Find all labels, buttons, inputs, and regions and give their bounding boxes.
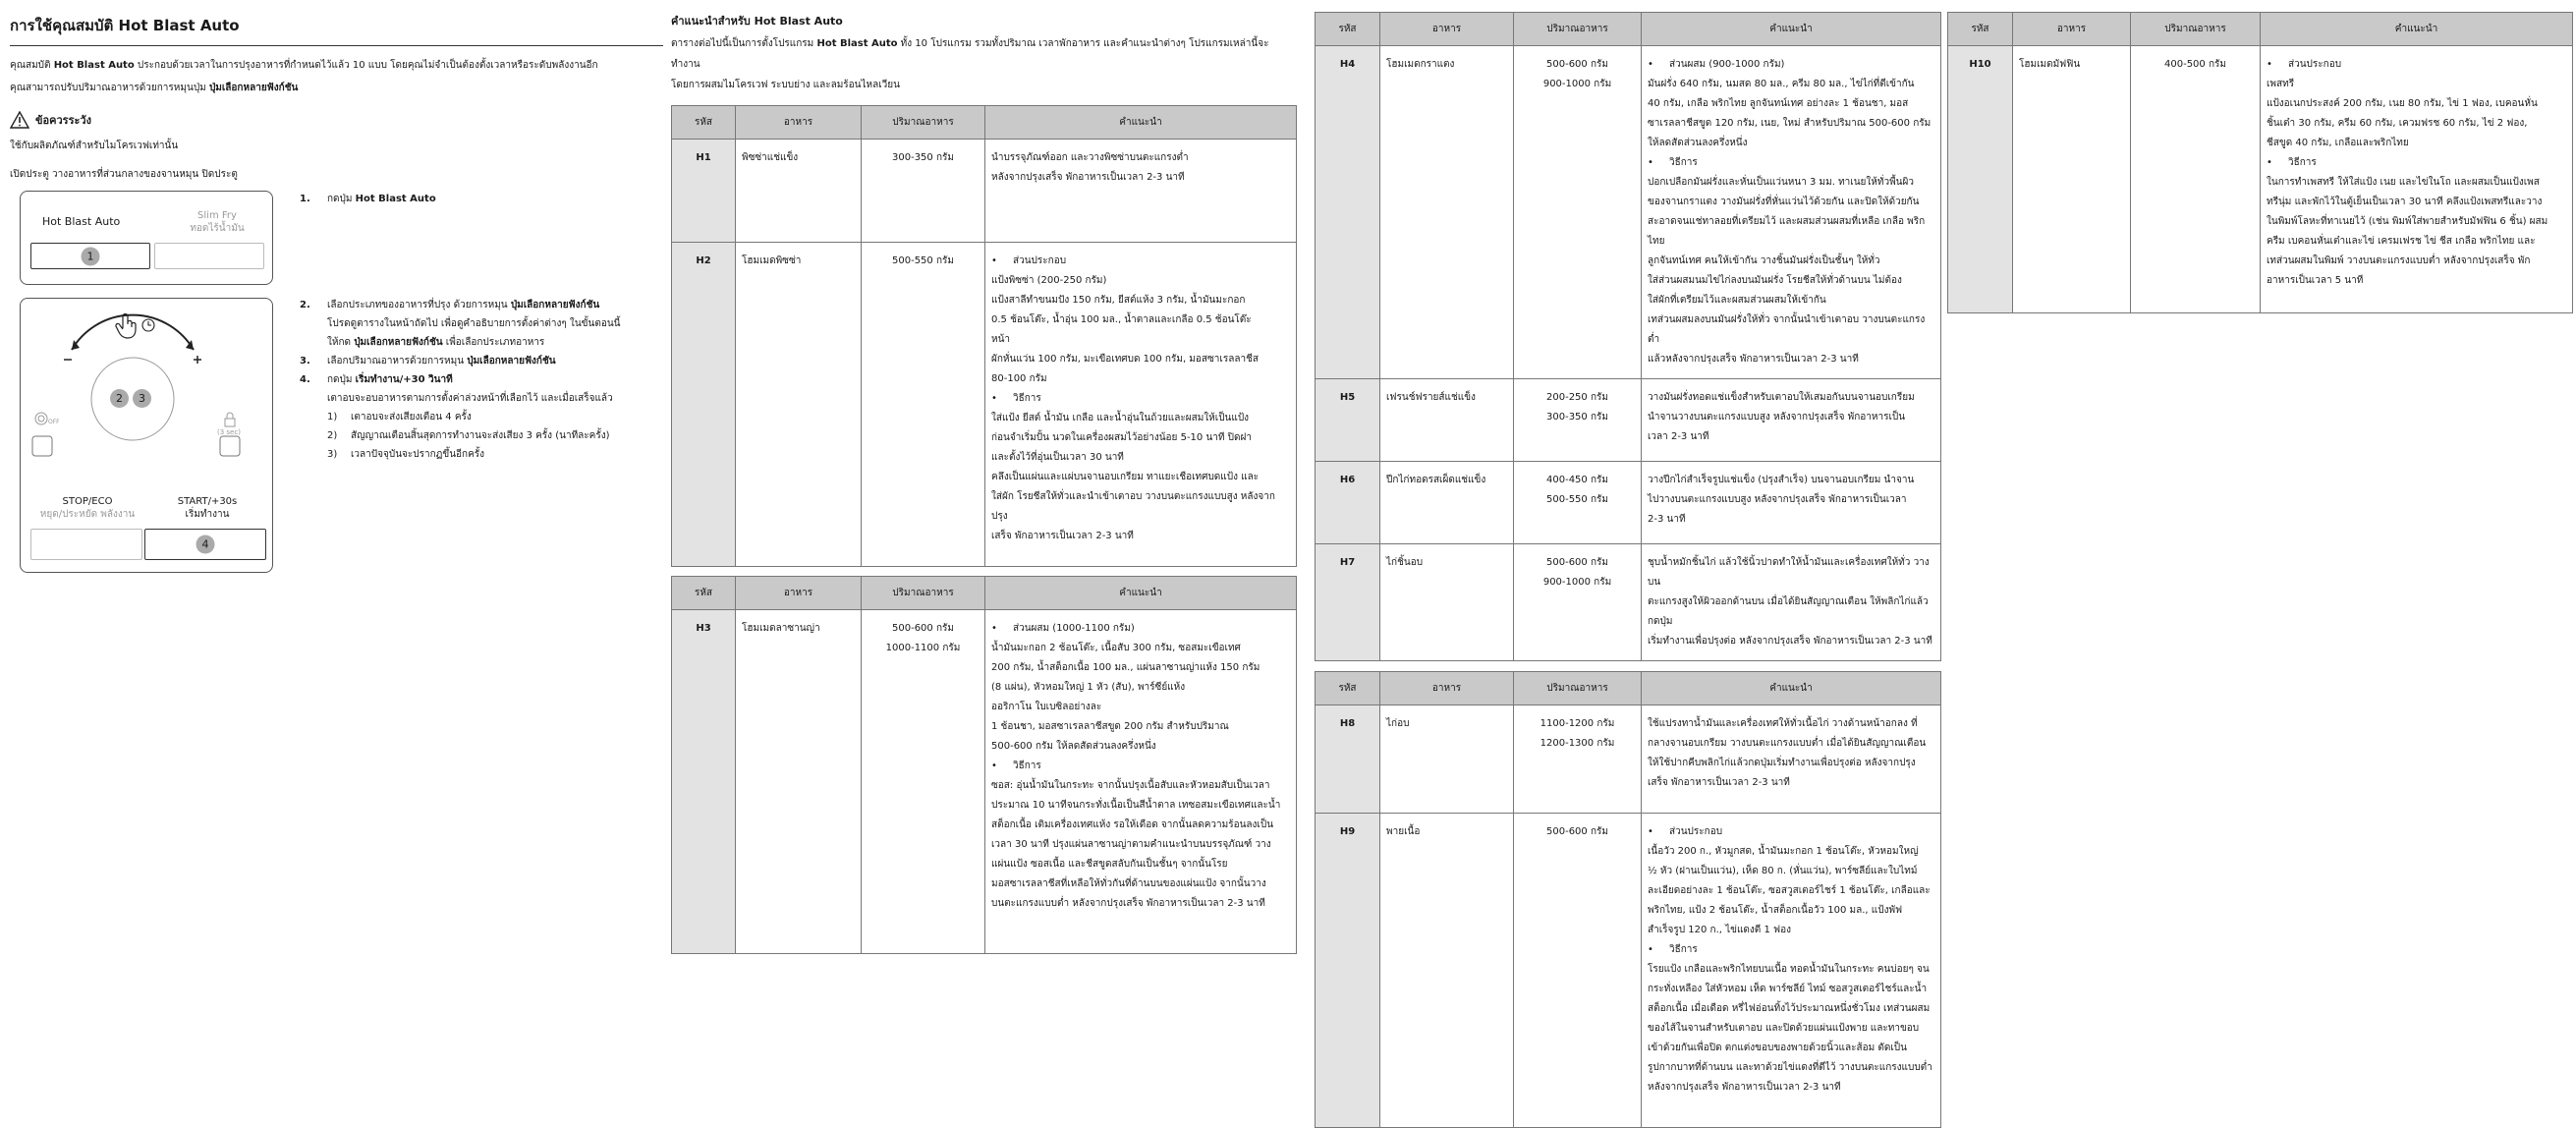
page-title: การใช้คุณสมบัติ Hot Blast Auto (10, 14, 663, 46)
step-1: 1. กดปุ่ม Hot Blast Auto (300, 194, 436, 204)
table-header: รหัส อาหาร ปริมาณอาหาร คำแนะนำ (1316, 13, 1941, 46)
program-table-2 (671, 576, 1297, 954)
table-row: H8 ไก่อบ 1100-1200 กรัม 1200-1300 กรัม ใช้แปรงทาน้ำมันและเครื่องเทศให้ทั่วเนื้อไก่ วางด้านหน้าอกลง ที่ กลางจานอบเกรียม วางบนตะแกรงแบบต่ำ เมื่อได้ยินสัญญาณเตือน ให้ใช้ปากคีบพลิกไก่แล้วกดปุ่มเริ่มทำงานเพื่อปรุงต่อ หลังจากปรุง เสร็จ พักอาหารเป็นเวลา 2-3 นาที (1316, 705, 1941, 814)
control-panel-2 (20, 298, 273, 573)
program-table-1 (671, 105, 1297, 567)
step-marker: 2 (110, 389, 129, 408)
program-table-3 (1315, 12, 1941, 661)
control-panel-1 (20, 191, 273, 285)
table-row: H2 โฮมเมดพิซซ่า 500-550 กรัม • ส่วนประกอบ แป้งพิซซ่า (200-250 กรัม) แป้งสาลีทำขนมปัง 150 กรัม, ยีสต์แห้ง 3 กรัม, น้ำมันมะกอก 0.5 ช้อนโต๊ะ, น้ำอุ่น 100 มล., น้ำตาลและเกลือ 0.5 ช้อนโต๊ะ หน้า ผักหั่นแว่น 100 กรัม, มะเขือเทศบด 100 กรัม, มอสซาเรลลาชีส 80-100 กรัม • วิธีการ ใส่แป้ง ยีสต์ น้ำมัน เกลือ และน้ำอุ่นในถ้วยและผสมให้เป็นแป้ง ก่อนจำเริ่มปั้น นวดในเครื่องผสมไว้อย่างน้อย 5-10 นาที ปิดฝา และตั้งไว้ที่อุ่นเป็นเวลา 30 นาที คลึงเป็นแผ่นและแผ่บนจานอบเกรียม ทาแยะเชือเทศบดแป้ง และ ใส่ผัก โรยชีสให้ทั่วและนำเข้าเตาอบ วางบนตะแกรงแบบสูง หลังจากปรุง เสร็จ พักอาหารเป็นเวลา 2-3 นาที (672, 243, 1297, 567)
off-label: OFF (48, 419, 60, 425)
slim-fry-button[interactable] (154, 243, 264, 269)
open-door-text: เปิดประตู วางอาหารที่ส่วนกลางของจานหมุน ปิดประตู (10, 169, 238, 180)
intro-text: คุณสมบัติ Hot Blast Auto ประกอบด้วยเวลาในการปรุงอาหารที่กำหนดไว้แล้ว 10 แบบ โดยคุณไม่จำเป็นต้องตั้งเวลาหรือระดับพลังงานอีก คุณสามารถปรับปริมาณอาหารด้วยการหมุนปุ่ม ปุ่มเลือกหลายฟังก์ชัน (10, 60, 598, 93)
table-row: H7 ไก่ชิ้นอบ 500-600 กรัม 900-1000 กรัม ชุบน้ำหมักชิ้นไก่ แล้วใช้นิ้วปาดทำให้น้ำมันและเครื่องเทศให้ทั่ว วางบน ตะแกรงสูงให้ผิวออกด้านบน เมื่อได้ยินสัญญาณเตือน ให้พลิกไก่แล้วกดปุ่ม เริ่มทำงานเพื่อปรุงต่อ หลังจากปรุงเสร็จ พักอาหารเป็นเวลา 2-3 นาที (1316, 544, 1941, 661)
hot-blast-auto-label: Hot Blast Auto (42, 215, 121, 228)
lock-seconds-label: (3 sec) (217, 428, 241, 436)
start-button[interactable] (144, 529, 266, 560)
warning-triangle-icon (10, 111, 29, 129)
column-table-5 (1947, 12, 2573, 313)
slim-fry-label: Slim Fry ทอดไร้น้ำมัน (190, 210, 245, 234)
program-table-4 (1315, 671, 1941, 1128)
stop-eco-label: STOP/ECO หยุด/ประหยัด พลังงาน (39, 496, 136, 520)
column-usage (10, 0, 663, 183)
hand-press-icon (116, 314, 136, 339)
caution-text: ใช้กับผลิตภัณฑ์สำหรับไมโครเวฟเท่านั้น (10, 141, 179, 151)
table-header: รหัส อาหาร ปริมาณอาหาร คำแนะนำ (1948, 13, 2573, 46)
guide-title: คำแนะนำสำหรับ Hot Blast Auto (671, 15, 843, 28)
column-guide (671, 0, 1297, 954)
table-row: H5 เฟรนช์ฟรายส์แช่แข็ง 200-250 กรัม 300-350 กรัม วางมันฝรั่งทอดแช่แข็งสำหรับเตาอบให้เสมอกันบนจานอบเกรียม นำจานวางบนตะแกรงแบบสูง หลังจากปรุงเสร็จ พักอาหารเป็น เวลา 2-3 นาที (1316, 379, 1941, 462)
hot-blast-auto-button[interactable] (30, 243, 150, 269)
lock-small-button (220, 436, 240, 456)
table-header: รหัส อาหาร ปริมาณอาหาร คำแนะนำ (1316, 672, 1941, 705)
table-header: รหัส อาหาร ปริมาณอาหาร คำแนะนำ (672, 106, 1297, 140)
table-row: H9 พายเนื้อ 500-600 กรัม • ส่วนประกอบ เนื้อวัว 200 ก., หัวมูกสด, น้ำมันมะกอก 1 ช้อนโต๊ะ, หัวหอมใหญ่ ½ หัว (ฝานเป็นแว่น), เห็ด 80 ก. (หั่นแว่น), พาร์ซลีย์และใบไทม์ ละเอียดอย่างละ 1 ช้อนโต๊ะ, ซอสวูสเตอร์ไชร์ 1 ช้อนโต๊ะ, เกลือและ พริกไทย, แป้ง 2 ช้อนโต๊ะ, น้ำสต็อกเนื้อวัว 100 มล., แป้งพัฟ สำเร็จรูป 120 ก., ไข่แดงตี 1 ฟอง • วิธีการ โรยแป้ง เกลือและพริกไทยบนเนื้อ ทอดน้ำมันในกระทะ คนบ่อยๆ จน กระทั่งเหลือง ใส่หัวหอม เห็ด พาร์ซลีย์ ไทม์ ซอสวูสเตอร์ไชร์และน้ำ สต็อกเนื้อ เมื่อเดือด หรี่ไฟอ่อนทิ้งไว้ประมาณหนึ่งชั่วโมง เทส่วนผสม ของไส้ในจานสำหรับเตาอบ และปิดด้วยแผ่นแป้งพาย และทาขอบ เข้าด้วยกันเพื่อปิด ตกแต่งขอบของพายด้วยนิ้วและส้อม ตัดเป็น รูปกากบาทที่ด้านบน และทาด้วยไข่แดงที่ตีไว้ วางบนตะแกรงแบบต่ำ หลังจากปรุงเสร็จ พักอาหารเป็นเวลา 2-3 นาที (1316, 814, 1941, 1128)
table-row: H3 โฮมเมดลาซานญ่า 500-600 กรัม 1000-1100 กรัม • ส่วนผสม (1000-1100 กรัม) น้ำมันมะกอก 2 ช้อนโต๊ะ, เนื้อสับ 300 กรัม, ซอสมะเขือเทศ 200 กรัม, น้ำสต็อกเนื้อ 100 มล., แผ่นลาซานญ่าแห้ง 150 กรัม (8 แผ่น), หัวหอมใหญ่ 1 หัว (สับ), พาร์ซีย์แห้ง ออริกาโน ใบเบซิลอย่างละ 1 ช้อนชา, มอสซาเรลลาชีสขูด 200 กรัม สำหรับปริมาณ 500-600 กรัม ให้ลดสัดส่วนลงครึ่งหนึ่ง • วิธีการ ซอส: อุ่นน้ำมันในกระทะ จากนั้นปรุงเนื้อสับและหัวหอมสับเป็นเวลา ประมาณ 10 นาทีจนกระทั่งเนื้อเป็นสีน้ำตาล เทซอสมะเขือเทศและน้ำ สต็อกเนื้อ เติมเครื่องเทศแห้ง รอให้เดือด จากนั้นลดความร้อนลงเป็น เวลา 30 นาที ปรุงแผ่นลาซานญ่าตามคำแนะนำบนบรรจุภัณฑ์ วาง แผ่นแป้ง ซอสเนื้อ และชีสขูดสลับกันเป็นชั้นๆ จากนั้นโรย มอสซาเรลลาชีสที่เหลือให้ทั่วกันที่ด้านบนของแผ่นแป้ง จากนั้นวาง บนตะแกรงแบบต่ำ หลังจากปรุงเสร็จ พักอาหารเป็นเวลา 2-3 นาที (672, 610, 1297, 954)
column-table-3 (1315, 12, 1941, 1128)
program-table-5 (1947, 12, 2573, 313)
table-row: H6 ปีกไก่ทอดรสเผ็ดแช่แข็ง 400-450 กรัม 500-550 กรัม วางปีกไก่สำเร็จรูปแช่แข็ง (ปรุงสำเร็จ) บนจานอบเกรียม นำจาน ไปวางบนตะแกรงแบบสูง หลังจากปรุงเสร็จ พักอาหารเป็นเวลา 2-3 นาที (1316, 462, 1941, 544)
stop-eco-button[interactable] (30, 529, 142, 560)
eco-small-button (32, 436, 52, 456)
caution-heading: ข้อควรระวัง (10, 111, 663, 129)
table-row: H1 พิซซ่าแช่แข็ง 300-350 กรัม นำบรรจุภัณฑ์ออก และวางพิซซ่าบนตะแกรงต่ำ หลังจากปรุงเสร็จ พักอาหารเป็นเวลา 2-3 นาที (672, 140, 1297, 243)
start-label: START/+30s เริ่มทำงาน (177, 496, 238, 520)
step-marker: 1 (82, 247, 100, 265)
table-row: H4 โฮมเมดกราแตง 500-600 กรัม 900-1000 กรัม • ส่วนผสม (900-1000 กรัม) มันฝรั่ง 640 กรัม, นมสด 80 มล., ครีม 80 มล., ไข่ไก่ที่ตีเข้ากัน 40 กรัม, เกลือ พริกไทย ลูกจันทน์เทศ อย่างละ 1 ช้อนชา, มอส ซาเรลลาชีสขูด 120 กรัม, เนย, ใหม่ สำหรับปริมาณ 500-600 กรัม ให้ลดสัดส่วนลงครึ่งหนึ่ง • วิธีการ ปอกเปลือกมันฝรั่งและหั่นเป็นแว่นหนา 3 มม. ทาเนยให้ทั่วพื้นผิว ของจานกราแตง วางมันฝรั่งที่หั่นแว่นไว้ด้วยกัน และปิดให้ด้วยกัน สะอาดจนแช่ทาลอยที่เตรียมไว้ และผสมส่วนผสมที่เหลือ เกลือ พริกไทย ลูกจันทน์เทศ คนให้เข้ากัน วางชิ้นมันฝรั่งเป็นชั้นๆ ให้ทั่ว ใส่ส่วนผสมนมไข่ไก่ลงบนมันฝรั่ง โรยชีสให้ทั่วด้านบน ไม่ต้อง ใส่ผักที่เตรียมไว้และผสมส่วนผสมให้เข้ากัน เทส่วนผสมลงบนมันฝรั่งให้ทั่ว จากนั้นนำเข้าเตาอบ วางบนตะแกรงต่ำ แล้วหลังจากปรุงเสร็จ พักอาหารเป็นเวลา 2-3 นาที (1316, 46, 1941, 379)
steps-2-4: 2. เลือกประเภทของอาหารที่ปรุง ด้วยการหมุน ปุ่มเลือกหลายฟังก์ชัน โปรดดูตารางในหน้าถัดไป เพื่อดูคำอธิบายการตั้งค่าต่างๆ ในขั้นตอนนี้ ให้กด ปุ่มเลือกหลายฟังก์ชัน เพื่อเลือกประเภทอาหาร 3. เลือกปริมาณอาหารด้วยการหมุน ปุ่มเลือกหลายฟังก์ชัน 4. กดปุ่ม เริ่มทำงาน/+30 วินาที เตาอบจะอบอาหารตามการตั้งค่าล่วงหน้าที่เลือกไว้ และเมื่อเสร็จแล้ว 1) เตาอบจะส่งเสียงเตือน 4 ครั้ง 2) สัญญาณเตือนสิ้นสุดการทำงานจะส่งเสียง 3 ครั้ง (นาทีละครั้ง) 3) เวลาปัจจุบันจะปรากฏขึ้นอีกครั้ง (300, 300, 621, 460)
table-header: รหัส อาหาร ปริมาณอาหาร คำแนะนำ (672, 577, 1297, 610)
lock-icon (225, 413, 235, 426)
power-icon (35, 413, 47, 424)
rotate-icon (142, 319, 154, 331)
step-marker: 3 (133, 389, 151, 408)
step-marker: 4 (196, 536, 215, 554)
guide-lead: ตารางต่อไปนี้เป็นการตั้งโปรแกรม Hot Blast Auto ทั้ง 10 โปรแกรม รวมทั้งปริมาณ เวลาพักอาหาร และคำแนะนำต่างๆ โปรแกรมเหล่านี้จะทำงาน โดยการผสมไมโครเวฟ ระบบย่าง และลมร้อนไหลเวียน (671, 38, 1269, 90)
table-row: H10 โฮมเมดมัฟฟิน 400-500 กรัม • ส่วนประกอบ เพสทรี แป้งอเนกประสงค์ 200 กรัม, เนย 80 กรัม, ไข่ 1 ฟอง, เบคอนหั่น ชิ้นเต๋า 30 กรัม, ครีม 60 กรัม, เควมฟรช 60 กรัม, ไข่ 2 ฟอง, ชีสขูด 40 กรัม, เกลือและพริกไทย • วิธีการ ในการทำเพสทรี ให้ใส่แป้ง เนย และไข่ในโถ และผสมเป็นแป้งเพส ทรีนุ่ม และพักไว้ในตู้เย็นเป็นเวลา 30 นาที คลึงแป้งเพสทรีและวาง ในพิมพ์โลหะที่ทาเนยไว้ (เช่น พิมพ์ใส่พายสำหรับมัฟฟิน 6 ชิ้น) ผสม ครีม เบคอนหั่นเต๋าและไข่ เครมเฟรช ไข่ ชีส เกลือ พริกไทย และ เทส่วนผสมในพิมพ์ วางบนตะแกรงแบบต่ำ หลังจากปรุงเสร็จ พัก อาหารเป็นเวลา 5 นาที (1948, 46, 2573, 313)
